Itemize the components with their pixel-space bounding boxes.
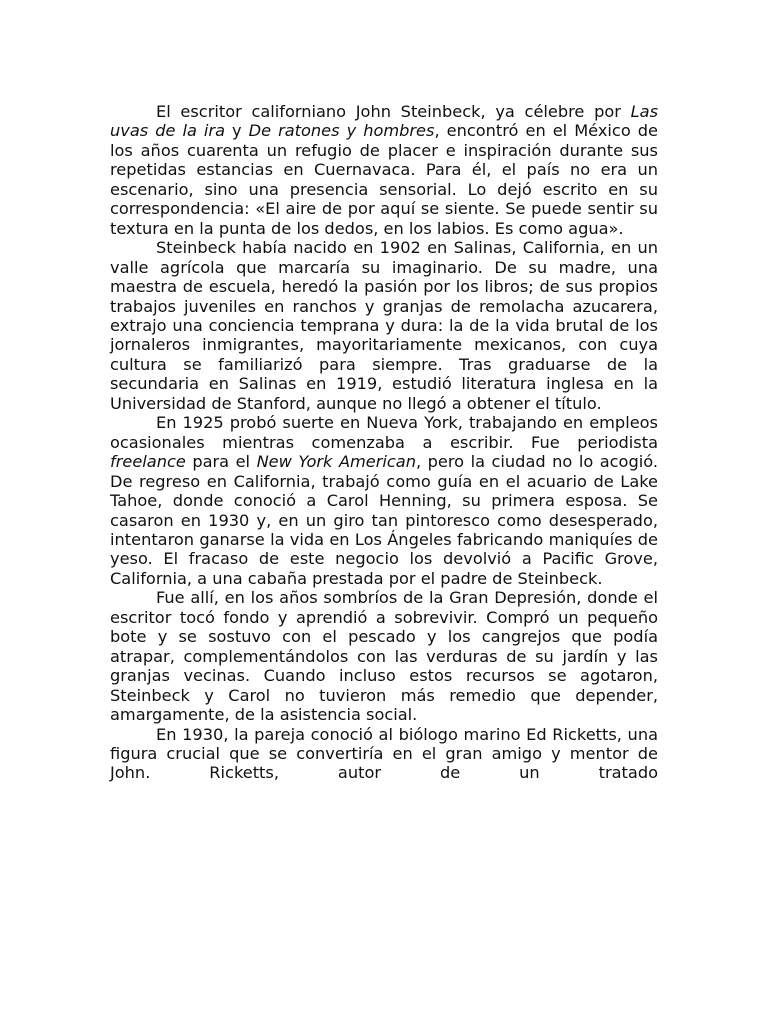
- book-title-de-ratones-y-hombres: De ratones y hombres: [248, 121, 435, 141]
- newspaper-title: New York American: [256, 452, 416, 472]
- paragraph-3: [110, 413, 658, 588]
- paragraph-3-text-2: para el: [185, 452, 257, 472]
- paragraph-2-text: Steinbeck había nacido en 1902 en Salinas, California, en un valle agrícola que marcaría su imaginario. De su madre, una maestra de escuela, heredó la pasión por los libros; de sus propios trabajos juveniles en ranchos y granjas de remolacha azucarera, extrajo una conciencia temprana y dura: la de la vida brutal de los jornaleros inmigrantes, mayoritariamente mexicanos, con cuya cultura se familiarizó para siempre. Tras graduarse de la secundaria en Salinas en 1919, estudió literatura inglesa en la Universidad de Stanford, aunque no llegó a obtener el título.: [110, 238, 658, 413]
- paragraph-4: [110, 588, 658, 724]
- paragraph-4-text: Fue allí, en los años sombríos de la Gran Depresión, donde el escritor tocó fondo y aprendió a sobrevivir. Compró un pequeño bote y se sostuvo con el pescado y los cangrejos que podía atrapar, complementándolos con las verduras de su jardín y las granjas vecinas. Cuando incluso estos recursos se agotaron, Steinbeck y Carol no tuvieron más remedio que depender, amargamente, de la asistencia social.: [110, 588, 658, 725]
- paragraph-3-text-3: , pero la ciudad no lo acogió. De regreso en California, trabajó como guía en el acuario de Lake Tahoe, donde conoció a Carol Henning, su primera esposa. Se casaron en 1930 y, en un giro tan pintoresco como desesperado, intentaron ganarse la vida en Los Ángeles fabricando maniquíes de yeso. El fracaso de este negocio los devolvió a Pacific Grove, California, a una cabaña prestada por el padre de Steinbeck.: [110, 452, 658, 588]
- paragraph-1-text-2: y: [225, 121, 249, 141]
- term-freelance: freelance: [110, 452, 186, 472]
- document-page: [110, 102, 658, 783]
- paragraph-3-text-1: En 1925 probó suerte en Nueva York, trabajando en empleos ocasionales mientras comenzaba a escribir. Fue periodista: [110, 413, 658, 452]
- paragraph-2: [110, 238, 658, 413]
- paragraph-5: [110, 725, 658, 783]
- paragraph-1-text-1: El escritor californiano John Steinbeck, ya célebre por: [156, 102, 631, 121]
- paragraph-5-text: En 1930, la pareja conoció al biólogo marino Ed Ricketts, una figura crucial que se convertiría en el gran amigo y mentor de John. Ricketts, autor de un tratado: [110, 724, 658, 783]
- paragraph-1: [110, 102, 658, 238]
- book-title-las-uvas-de-la-ira: Las uvas de la ira: [110, 102, 658, 141]
- paragraph-1-text-3: , encontró en el México de los años cuarenta un refugio de placer e inspiración durante sus repetidas estancias en Cuernavaca. Para él, el país no era un escenario, sino una presencia sensorial. Lo dejó escrito en su correspondencia: «El aire de por aquí se siente. Se puede sentir su textura en la punta de los dedos, en los labios. Es como agua».: [110, 121, 658, 238]
